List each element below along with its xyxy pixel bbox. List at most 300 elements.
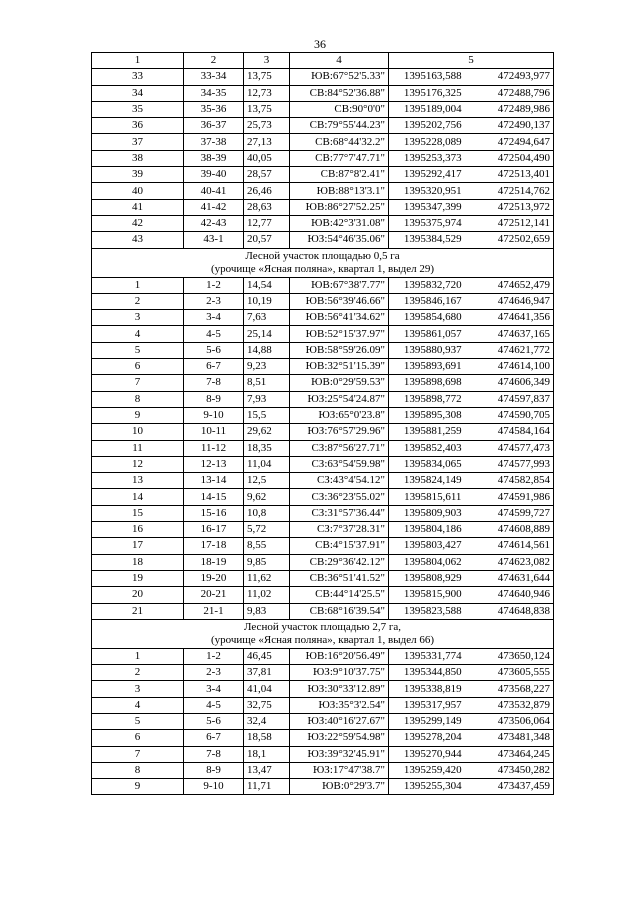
coordinate-x-cell: 1395898,698 [389,375,477,391]
coordinate-x-cell: 1395202,756 [389,118,477,134]
bearing-cell: СЗ:31°57'36.44" [290,505,389,521]
coordinate-x-cell: 1395344,850 [389,665,477,681]
length-cell: 25,14 [244,326,290,342]
length-cell: 5,72 [244,522,290,538]
coordinate-x-cell: 1395824,149 [389,473,477,489]
bearing-cell: СВ:36°51'41.52" [290,570,389,586]
table-row [92,232,554,248]
length-cell: 13,75 [244,101,290,117]
coordinate-x-cell: 1395809,903 [389,505,477,521]
length-cell: 8,55 [244,538,290,554]
header-col-5: 5 [389,53,554,69]
point-number-cell: 37 [92,134,184,150]
table-row [92,587,554,603]
bearing-cell: ЮЗ:22°59'54.98" [290,730,389,746]
point-number-cell: 3 [92,310,184,326]
length-cell: 29,62 [244,424,290,440]
segment-cell: 41-42 [184,199,244,215]
point-number-cell: 42 [92,215,184,231]
coordinate-x-cell: 1395189,004 [389,101,477,117]
coordinate-y-cell: 473532,879 [477,697,554,713]
table-row [92,713,554,729]
table-row [92,69,554,85]
length-cell: 18,58 [244,730,290,746]
length-cell: 10,8 [244,505,290,521]
coordinate-y-cell: 474599,727 [477,505,554,521]
coordinate-x-cell: 1395881,259 [389,424,477,440]
segment-cell: 1-2 [184,648,244,664]
table-row [92,118,554,134]
table-row [92,326,554,342]
length-cell: 46,45 [244,648,290,664]
point-number-cell: 20 [92,587,184,603]
table-row [92,407,554,423]
coordinate-x-cell: 1395331,774 [389,648,477,664]
point-number-cell: 36 [92,118,184,134]
length-cell: 7,63 [244,310,290,326]
point-number-cell: 12 [92,456,184,472]
length-cell: 20,57 [244,232,290,248]
point-number-cell: 4 [92,697,184,713]
point-number-cell: 16 [92,522,184,538]
section-title [92,619,554,648]
coordinate-y-cell: 474641,356 [477,310,554,326]
coordinate-x-cell: 1395880,937 [389,342,477,358]
bearing-cell: СВ:87°8'2.41" [290,167,389,183]
coordinate-y-cell: 473481,348 [477,730,554,746]
coordinate-y-cell: 472513,401 [477,167,554,183]
segment-cell: 8-9 [184,762,244,778]
coordinate-y-cell: 474614,561 [477,538,554,554]
table-row [92,779,554,795]
coordinate-x-cell: 1395815,611 [389,489,477,505]
bearing-cell: ЮВ:52°15'37.97" [290,326,389,342]
coordinate-x-cell: 1395228,089 [389,134,477,150]
coordinate-y-cell: 474648,838 [477,603,554,619]
coordinate-x-cell: 1395259,420 [389,762,477,778]
point-number-cell: 6 [92,359,184,375]
table-row [92,554,554,570]
section-title [92,248,554,277]
bearing-cell: СЗ:7°37'28.31" [290,522,389,538]
segment-cell: 11-12 [184,440,244,456]
table-row [92,310,554,326]
point-number-cell: 8 [92,762,184,778]
table-row [92,762,554,778]
coordinate-x-cell: 1395803,427 [389,538,477,554]
segment-cell: 15-16 [184,505,244,521]
point-number-cell: 1 [92,648,184,664]
length-cell: 40,05 [244,150,290,166]
point-number-cell: 7 [92,375,184,391]
length-cell: 9,23 [244,359,290,375]
coordinate-x-cell: 1395832,720 [389,277,477,293]
coordinate-x-cell: 1395804,062 [389,554,477,570]
segment-cell: 2-3 [184,293,244,309]
table-row [92,199,554,215]
bearing-cell: ЮВ:56°41'34.62" [290,310,389,326]
table-row [92,391,554,407]
coordinate-y-cell: 474597,837 [477,391,554,407]
coordinate-x-cell: 1395292,417 [389,167,477,183]
point-number-cell: 41 [92,199,184,215]
point-number-cell: 43 [92,232,184,248]
segment-cell: 13-14 [184,473,244,489]
bearing-cell: ЮЗ:54°46'35.06" [290,232,389,248]
bearing-cell: СВ:29°36'42.12" [290,554,389,570]
bearing-cell: ЮВ:16°20'56.49" [290,648,389,664]
table-row [92,277,554,293]
bearing-cell: СВ:90°0'0" [290,101,389,117]
coordinate-x-cell: 1395299,149 [389,713,477,729]
point-number-cell: 19 [92,570,184,586]
table-row [92,215,554,231]
coordinate-x-cell: 1395253,373 [389,150,477,166]
coordinate-x-cell: 1395898,772 [389,391,477,407]
table-row [92,375,554,391]
point-number-cell: 4 [92,326,184,342]
coordinate-x-cell: 1395270,944 [389,746,477,762]
segment-cell: 7-8 [184,746,244,762]
bearing-cell: ЮВ:67°38'7.77" [290,277,389,293]
bearing-cell: СВ:44°14'25.5" [290,587,389,603]
table-row [92,293,554,309]
point-number-cell: 33 [92,69,184,85]
header-col-4: 4 [290,53,389,69]
table-row [92,522,554,538]
coordinate-x-cell: 1395176,325 [389,85,477,101]
point-number-cell: 13 [92,473,184,489]
table-row [92,440,554,456]
coordinate-x-cell: 1395823,588 [389,603,477,619]
table-row [92,730,554,746]
length-cell: 26,46 [244,183,290,199]
table-row [92,538,554,554]
table-row [92,342,554,358]
coordinate-x-cell: 1395846,167 [389,293,477,309]
length-cell: 32,75 [244,697,290,713]
segment-cell: 5-6 [184,713,244,729]
point-number-cell: 17 [92,538,184,554]
bearing-cell: ЮЗ:9°10'37.75" [290,665,389,681]
bearing-cell: ЮЗ:39°32'45.91" [290,746,389,762]
point-number-cell: 3 [92,681,184,697]
table-row [92,85,554,101]
length-cell: 10,19 [244,293,290,309]
coordinate-y-cell: 474623,082 [477,554,554,570]
bearing-cell: СВ:77°7'47.71" [290,150,389,166]
point-number-cell: 14 [92,489,184,505]
segment-cell: 10-11 [184,424,244,440]
segment-cell: 20-21 [184,587,244,603]
coordinate-x-cell: 1395347,399 [389,199,477,215]
coordinate-y-cell: 474637,165 [477,326,554,342]
table-row [92,359,554,375]
coordinate-x-cell: 1395375,974 [389,215,477,231]
coordinate-y-cell: 473650,124 [477,648,554,664]
table-body [92,53,554,795]
segment-cell: 14-15 [184,489,244,505]
length-cell: 9,62 [244,489,290,505]
table-row [92,603,554,619]
length-cell: 9,83 [244,603,290,619]
bearing-cell: СВ:68°44'32.2" [290,134,389,150]
coordinate-y-cell: 474577,993 [477,456,554,472]
bearing-cell: ЮЗ:25°54'24.87" [290,391,389,407]
segment-cell: 5-6 [184,342,244,358]
coordinate-y-cell: 472514,762 [477,183,554,199]
coordinate-y-cell: 474652,479 [477,277,554,293]
segment-cell: 34-35 [184,85,244,101]
segment-cell: 12-13 [184,456,244,472]
coordinate-x-cell: 1395852,403 [389,440,477,456]
coordinate-y-cell: 473437,459 [477,779,554,795]
table-row [92,665,554,681]
length-cell: 41,04 [244,681,290,697]
segment-cell: 17-18 [184,538,244,554]
coordinate-x-cell: 1395854,680 [389,310,477,326]
bearing-cell: СЗ:43°4'54.12" [290,473,389,489]
coordinate-x-cell: 1395338,819 [389,681,477,697]
segment-cell: 2-3 [184,665,244,681]
section-title-line: (урочище «Ясная поляна», квартал 1, выдел 66) [210,633,434,646]
length-cell: 11,71 [244,779,290,795]
bearing-cell: СЗ:87°56'27.71" [290,440,389,456]
point-number-cell: 21 [92,603,184,619]
segment-cell: 8-9 [184,391,244,407]
coordinate-y-cell: 474631,644 [477,570,554,586]
coordinate-y-cell: 473464,245 [477,746,554,762]
coordinate-x-cell: 1395815,900 [389,587,477,603]
bearing-cell: ЮЗ:40°16'27.67" [290,713,389,729]
length-cell: 28,63 [244,199,290,215]
point-number-cell: 2 [92,665,184,681]
bearing-cell: ЮЗ:76°57'29.96" [290,424,389,440]
segment-cell: 35-36 [184,101,244,117]
bearing-cell: ЮВ:42°3'31.08" [290,215,389,231]
boundary-coordinates-table [91,52,554,795]
section-title-line: Лесной участок площадью 0,5 га [245,249,400,262]
bearing-cell: ЮВ:86°27'52.25" [290,199,389,215]
table-row [92,150,554,166]
point-number-cell: 11 [92,440,184,456]
point-number-cell: 15 [92,505,184,521]
coordinate-y-cell: 474640,946 [477,587,554,603]
length-cell: 15,5 [244,407,290,423]
column-number-row [92,53,554,69]
length-cell: 12,77 [244,215,290,231]
bearing-cell: ЮВ:56°39'46.66" [290,293,389,309]
section-title-line: Лесной участок площадью 2,7 га, [244,620,401,633]
header-col-2: 2 [184,53,244,69]
coordinate-x-cell: 1395163,588 [389,69,477,85]
length-cell: 11,04 [244,456,290,472]
coordinate-y-cell: 474608,889 [477,522,554,538]
point-number-cell: 10 [92,424,184,440]
segment-cell: 37-38 [184,134,244,150]
table-row [92,424,554,440]
coordinate-y-cell: 472494,647 [477,134,554,150]
length-cell: 12,5 [244,473,290,489]
segment-cell: 16-17 [184,522,244,538]
table-row [92,183,554,199]
bearing-cell: СЗ:63°54'59.98" [290,456,389,472]
section-title-row [92,619,554,648]
point-number-cell: 39 [92,167,184,183]
coordinate-x-cell: 1395861,057 [389,326,477,342]
coordinate-x-cell: 1395804,186 [389,522,477,538]
table-row [92,505,554,521]
point-number-cell: 7 [92,746,184,762]
point-number-cell: 34 [92,85,184,101]
length-cell: 18,1 [244,746,290,762]
coordinate-y-cell: 474614,100 [477,359,554,375]
table-row [92,134,554,150]
segment-cell: 19-20 [184,570,244,586]
segment-cell: 1-2 [184,277,244,293]
point-number-cell: 40 [92,183,184,199]
table-row [92,697,554,713]
coordinate-x-cell: 1395320,951 [389,183,477,199]
length-cell: 14,54 [244,277,290,293]
table-row [92,101,554,117]
table-row [92,681,554,697]
coordinate-x-cell: 1395384,529 [389,232,477,248]
coordinate-y-cell: 474577,473 [477,440,554,456]
segment-cell: 18-19 [184,554,244,570]
coordinate-x-cell: 1395317,957 [389,697,477,713]
table-row [92,473,554,489]
segment-cell: 9-10 [184,407,244,423]
point-number-cell: 1 [92,277,184,293]
length-cell: 11,62 [244,570,290,586]
coordinate-x-cell: 1395893,691 [389,359,477,375]
length-cell: 18,35 [244,440,290,456]
point-number-cell: 8 [92,391,184,407]
segment-cell: 7-8 [184,375,244,391]
point-number-cell: 6 [92,730,184,746]
header-col-1: 1 [92,53,184,69]
length-cell: 7,93 [244,391,290,407]
point-number-cell: 2 [92,293,184,309]
table-row [92,746,554,762]
coordinate-x-cell: 1395834,065 [389,456,477,472]
bearing-cell: ЮВ:32°51'15.39" [290,359,389,375]
coordinate-y-cell: 473568,227 [477,681,554,697]
coordinate-x-cell: 1395278,204 [389,730,477,746]
coordinate-y-cell: 472502,659 [477,232,554,248]
coordinate-y-cell: 472493,977 [477,69,554,85]
bearing-cell: СВ:84°52'36.88" [290,85,389,101]
coordinate-y-cell: 474606,349 [477,375,554,391]
point-number-cell: 5 [92,713,184,729]
bearing-cell: ЮВ:67°52'5.33" [290,69,389,85]
segment-cell: 38-39 [184,150,244,166]
header-col-3: 3 [244,53,290,69]
segment-cell: 4-5 [184,697,244,713]
length-cell: 8,51 [244,375,290,391]
section-title-line: (урочище «Ясная поляна», квартал 1, выдел 29) [210,262,434,275]
segment-cell: 6-7 [184,359,244,375]
coordinate-x-cell: 1395895,308 [389,407,477,423]
length-cell: 13,75 [244,69,290,85]
segment-cell: 33-34 [184,69,244,85]
segment-cell: 39-40 [184,167,244,183]
coordinate-y-cell: 474621,772 [477,342,554,358]
length-cell: 37,81 [244,665,290,681]
coordinate-y-cell: 474591,986 [477,489,554,505]
length-cell: 27,13 [244,134,290,150]
section-title-row [92,248,554,277]
coordinate-y-cell: 472512,141 [477,215,554,231]
coordinate-y-cell: 473506,064 [477,713,554,729]
segment-cell: 9-10 [184,779,244,795]
coordinate-y-cell: 472490,137 [477,118,554,134]
bearing-cell: ЮЗ:35°3'2.54" [290,697,389,713]
coordinate-y-cell: 474646,947 [477,293,554,309]
segment-cell: 6-7 [184,730,244,746]
coordinate-y-cell: 473450,282 [477,762,554,778]
length-cell: 9,85 [244,554,290,570]
point-number-cell: 35 [92,101,184,117]
coordinate-y-cell: 474590,705 [477,407,554,423]
point-number-cell: 5 [92,342,184,358]
bearing-cell: ЮЗ:30°33'12.89" [290,681,389,697]
segment-cell: 3-4 [184,681,244,697]
coordinate-y-cell: 472488,796 [477,85,554,101]
point-number-cell: 18 [92,554,184,570]
segment-cell: 36-37 [184,118,244,134]
table-row [92,570,554,586]
table-row [92,456,554,472]
length-cell: 25,73 [244,118,290,134]
bearing-cell: ЮВ:0°29'3.7" [290,779,389,795]
length-cell: 11,02 [244,587,290,603]
length-cell: 13,47 [244,762,290,778]
segment-cell: 43-1 [184,232,244,248]
segment-cell: 21-1 [184,603,244,619]
point-number-cell: 38 [92,150,184,166]
length-cell: 12,73 [244,85,290,101]
length-cell: 32,4 [244,713,290,729]
bearing-cell: ЮВ:58°59'26.09" [290,342,389,358]
coordinate-y-cell: 473605,555 [477,665,554,681]
coordinate-y-cell: 472513,972 [477,199,554,215]
coordinate-y-cell: 472504,490 [477,150,554,166]
coordinate-y-cell: 474582,854 [477,473,554,489]
bearing-cell: ЮВ:88°13'3.1" [290,183,389,199]
bearing-cell: ЮВ:0°29'59.53" [290,375,389,391]
length-cell: 14,88 [244,342,290,358]
point-number-cell: 9 [92,407,184,423]
bearing-cell: СЗ:36°23'55.02" [290,489,389,505]
segment-cell: 3-4 [184,310,244,326]
coordinate-y-cell: 472489,986 [477,101,554,117]
bearing-cell: ЮЗ:17°47'38.7" [290,762,389,778]
table-row [92,489,554,505]
bearing-cell: СВ:68°16'39.54" [290,603,389,619]
coordinate-x-cell: 1395808,929 [389,570,477,586]
segment-cell: 4-5 [184,326,244,342]
bearing-cell: ЮЗ:65°0'23.8" [290,407,389,423]
bearing-cell: СВ:79°55'44.23" [290,118,389,134]
segment-cell: 42-43 [184,215,244,231]
page-number: 36 [314,37,326,51]
coordinate-y-cell: 474584,164 [477,424,554,440]
segment-cell: 40-41 [184,183,244,199]
coordinate-x-cell: 1395255,304 [389,779,477,795]
length-cell: 28,57 [244,167,290,183]
